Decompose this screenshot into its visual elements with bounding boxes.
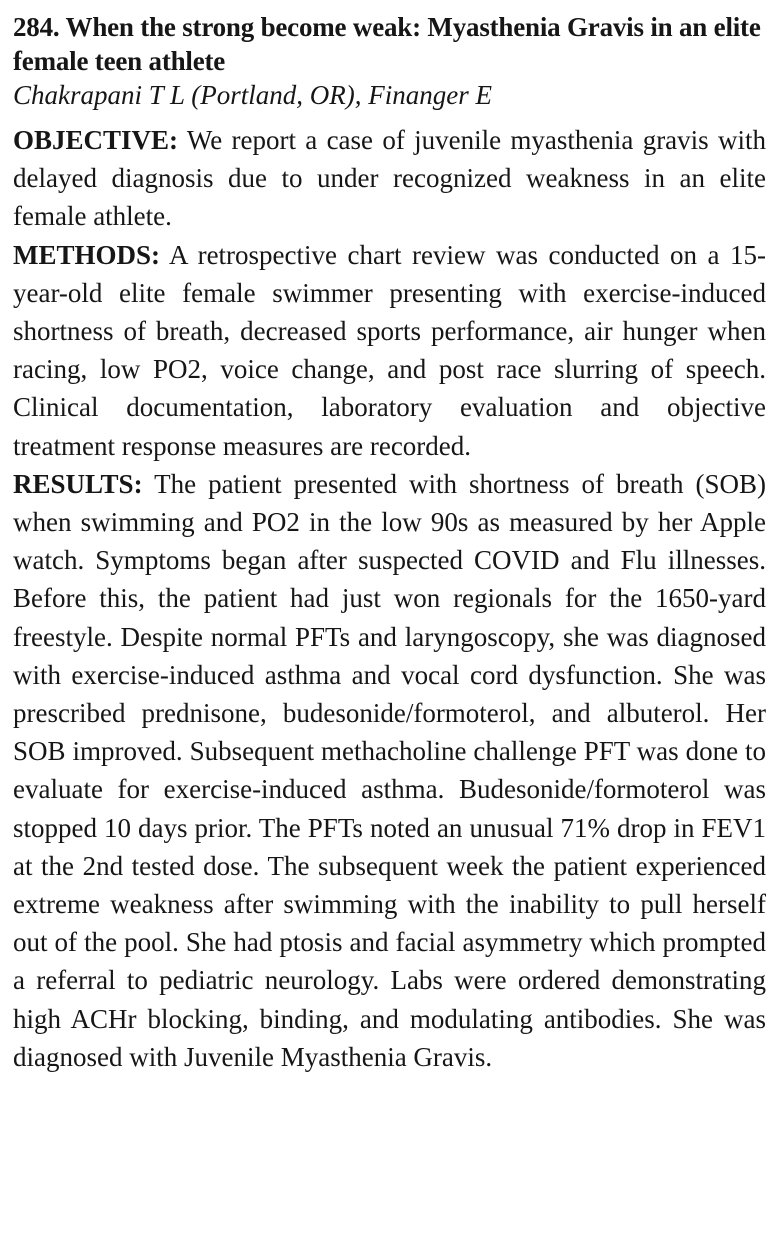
objective-section bbox=[13, 121, 766, 236]
author-list: Chakrapani T L (Portland, OR), Finanger E bbox=[13, 80, 493, 110]
results-text: The patient presented with shortness of breath (SOB) when swimming and PO2 in the low 90s as measured by her Apple watch. Symptoms began after suspected COVID and Flu illnesses. Before this, the patient had just won regionals for the 1650-yard freestyle. Despite normal PFTs and laryngoscopy, she was diagnosed with exercise-induced asthma and vocal cord dysfunction. She was prescribed prednisone, budesonide/formoterol, and albuterol. Her SOB improved. Subsequent methacholine challenge PFT was done to evaluate for exercise-induced asthma. Budesonide/formoterol was stopped 10 days prior. The PFTs noted an unusual 71% drop in FEV1 at the 2nd tested dose. The subsequent week the patient experienced extreme weakness after swimming with the inability to pull herself out of the pool. She had ptosis and facial asymmetry which prompted a referral to pediatric neurology. Labs were ordered demonstrating high ACHr blocking, binding, and modulating antibodies. She was diagnosed with Juvenile Myasthenia Gravis. bbox=[13, 468, 767, 1072]
methods-label: METHODS: bbox=[13, 239, 161, 270]
abstract-title bbox=[13, 10, 766, 78]
objective-label: OBJECTIVE: bbox=[13, 125, 179, 155]
objective-text: We report a case of juvenile myasthenia gravis with delayed diagnosis due to under recognized weakness in an elite female athlete. bbox=[13, 125, 766, 232]
methods-section bbox=[13, 236, 766, 465]
results-section bbox=[13, 465, 766, 1076]
abstract-number: 284. bbox=[13, 12, 60, 42]
abstract-title-text: When the strong become weak: Myasthenia Gravis in an elite female teen athlete bbox=[13, 12, 761, 76]
methods-text: A retrospective chart review was conducted on a 15-year-old elite female swimmer presenting with exercise-induced shortness of breath, decreased sports performance, air hunger when racing, low PO2, voice change, and post race slurring of speech. Clinical documentation, laboratory evaluation and objective treatment response measures are recorded. bbox=[13, 239, 766, 461]
abstract bbox=[13, 10, 766, 1076]
results-label: RESULTS: bbox=[13, 468, 143, 499]
